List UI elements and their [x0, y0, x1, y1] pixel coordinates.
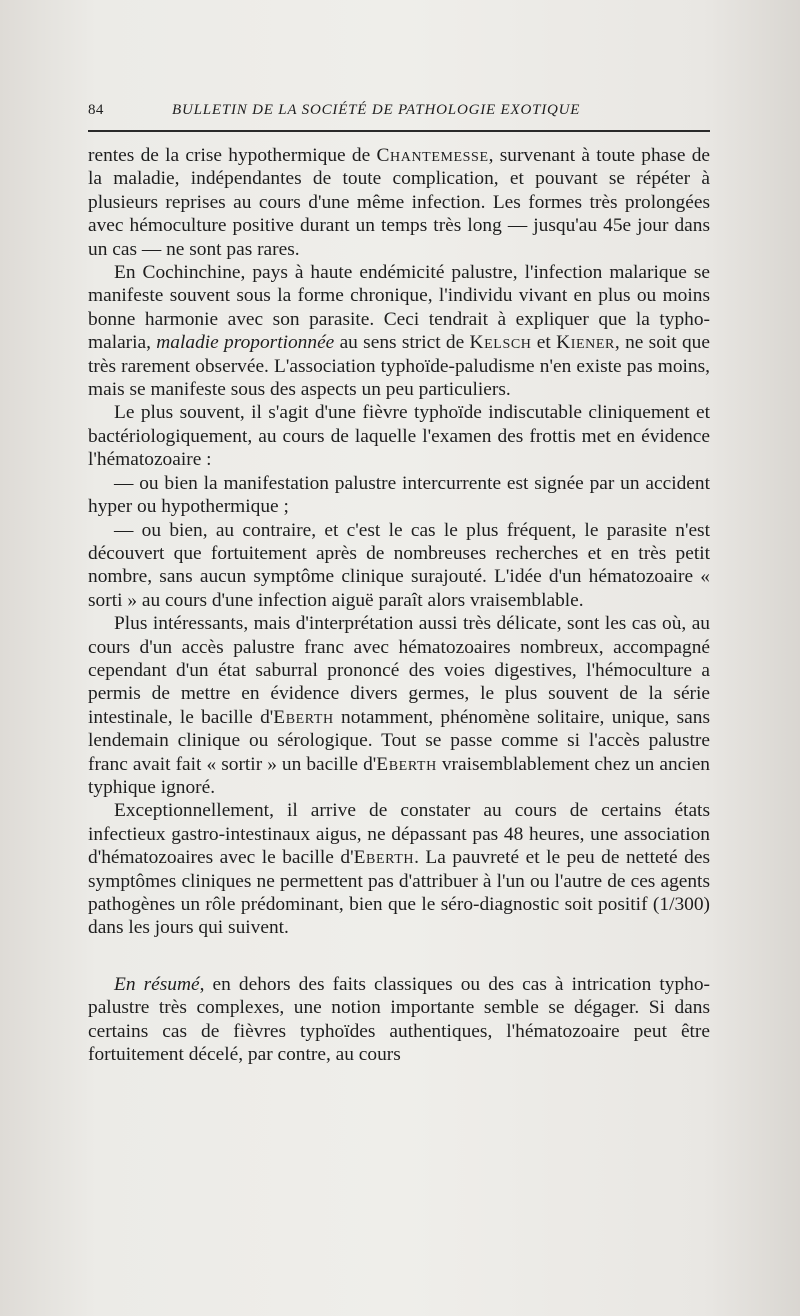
- paragraph-6: Plus intéressants, mais d'interprétation aussi très délicate, sont les cas où, au cours d'un accès palustre franc avec hématozoaires nombreux, accompagné cependant d'un état saburral prononcé des voies digestives, l'hémoculture a permis de mettre en évidence divers germes, le plus souvent de la série intestinale, le bacille d'Eberth notamment, phénomène solitaire, unique, sans lendemain clinique ou sérologique. Tout se passe comme si l'accès palustre franc avait fait « sortir » un bacille d'Eberth vraisemblablement chez un ancien typhique ignoré.: [88, 613, 710, 798]
- author-name-eberth: Eberth: [273, 706, 334, 728]
- paragraph-7: Exceptionnellement, il arrive de constater au cours de certains états infectieux gastro-intestinaux aigus, ne dépassant pas 48 heures, une association d'hématozoaires avec le bacille d'Eberth. La pauvreté et le peu de netteté des symptômes cliniques ne permettent pas d'attribuer à l'un ou l'autre de ces agents pathogènes un rôle prédominant, bien que le séro-diagnostic soit positif (1/300) dans les jours qui suivent.: [88, 800, 710, 939]
- paragraph-2: En Cochinchine, pays à haute endémicité palustre, l'infection malarique se manifeste souvent sous la forme chronique, l'individu vivant en plus ou moins bonne harmonie avec son parasite. Ceci tendrait à expliquer que la typho-malaria, maladie proportionnée au sens strict de Kelsch et Kiener, ne soit que très rarement observée. L'association typhoïde-paludisme n'en existe pas moins, mais se manifeste sous des aspects un peu particuliers.: [88, 262, 710, 401]
- italic-term: maladie proportionnée: [156, 332, 335, 354]
- author-name-chantemesse: Chantemesse: [376, 145, 489, 166]
- paragraph-8: En résumé, en dehors des faits classiques ou des cas à intrication typho-palustre très complexes, une notion importante semble se dégager. Si dans certains cas de fièvres typhoïdes authentiques, l'hématozoaire peut être fortuitement décelé, par contre, au cours: [88, 973, 710, 1066]
- author-name-kelsch: Kelsch: [469, 332, 532, 354]
- author-name-kiener: Kiener: [556, 332, 615, 354]
- author-name-eberth: Eberth: [353, 847, 415, 869]
- page-number: 84: [88, 102, 104, 118]
- author-name-eberth: Eberth: [376, 753, 437, 775]
- paragraph-5: — ou bien, au contraire, et c'est le cas le plus fréquent, le parasite n'est découvert que fortuitement après de nombreuses recherches et en très petit nombre, sans aucun symptôme clinique surajouté. L'idée d'un hématozoaire « sorti » au cours d'une infection aiguë paraît alors vraisemblable.: [88, 519, 710, 611]
- paragraph-4: — ou bien la manifestation palustre intercurrente est signée par un accident hyper ou hypothermique ;: [88, 472, 710, 518]
- italic-term: En résumé: [114, 973, 200, 995]
- article-body: [88, 144, 710, 1066]
- running-header: [88, 98, 710, 128]
- paragraph-3: Le plus souvent, il s'agit d'une fièvre typhoïde indiscutable cliniquement et bactériologiquement, au cours de laquelle l'examen des frottis met en évidence l'hématozoaire :: [88, 402, 710, 471]
- journal-title: BULLETIN DE LA SOCIÉTÉ DE PATHOLOGIE EXOTIQUE: [172, 102, 581, 118]
- header-rule: [88, 130, 710, 132]
- paragraph-1: rentes de la crise hypothermique de Chantemesse, survenant à toute phase de la maladie, indépendantes de toute complication, et pouvant se répéter à plusieurs reprises au cours d'une même infection. Les formes très prolongées avec hémoculture positive durant un temps très long — jusqu'au 45e jour dans un cas — ne sont pas rares.: [88, 145, 710, 260]
